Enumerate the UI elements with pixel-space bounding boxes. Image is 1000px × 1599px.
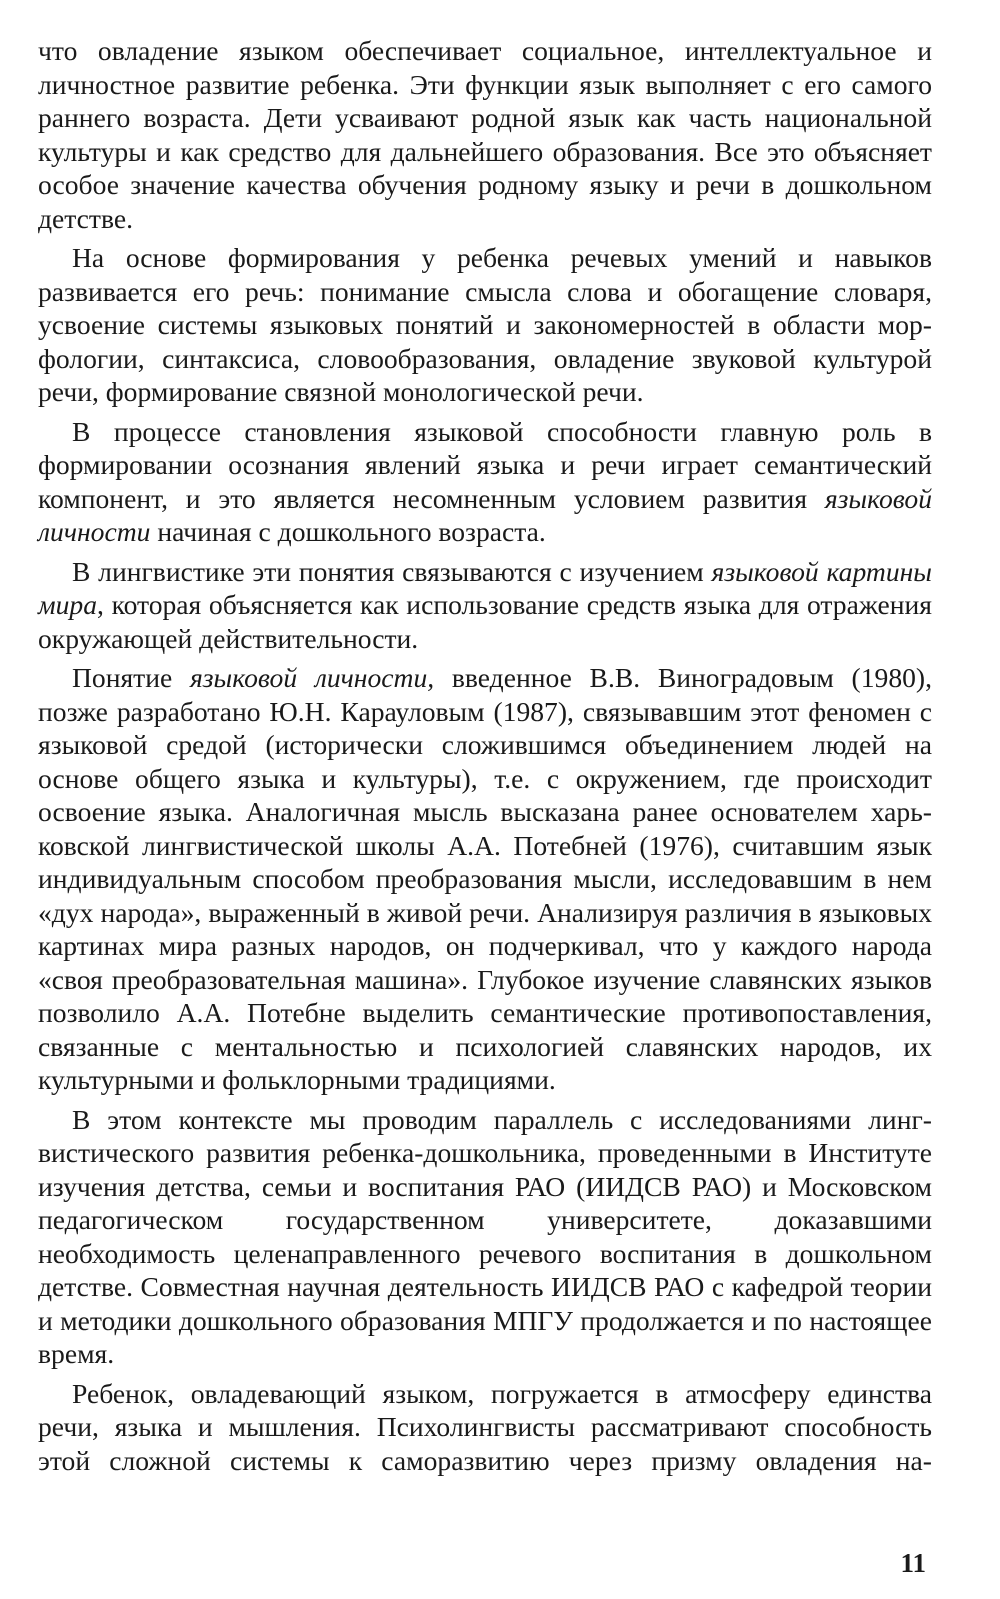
body-text [38, 34, 932, 1477]
paragraph-2: На основе формирования у ребенка речевых умений и навыков развивается его речь: понимание смысла слова и обогащение словаря, усвоение системы языковых понятий и закономерностей в области морфологии, синтаксиса, словообразования, овладение звуковой культурой речи, формирование связной монологической речи. [38, 242, 932, 407]
page-number: 11 [900, 1548, 926, 1578]
term-linguistic-worldview: языковой картины мира [38, 555, 932, 620]
paragraph-1: что овладение языком обеспечивает социальное, интеллектуальное и личностное развитие ребенка. Эти функции язык выполняет с его самого раннего возраста. Дети усваивают родной язык как часть национальной культуры и как средство для дальнейшего образования. Все это объясняет особое значение качества обучения родному языку и речи в дошкольном детстве. [38, 35, 932, 234]
paragraph-3 [38, 415, 932, 549]
paragraph-5-text-start: Понятие [72, 662, 190, 693]
paragraph-3-text-end: начиная с дошкольного возраста. [150, 516, 546, 547]
paragraph-5-text-end: введенное В.В. Виноградовым (1980), позже разработано Ю.Н. Карауловым (1987), связывавшим этот феномен с языковой средой (исторически сложившимся объединением людей на основе общего языка и культуры), т.е. с окружением, где происходит освоение языка. Аналогичная мысль высказана ранее основателем харьковской лингвистической школы А.А. Потебней (1976), считавшим язык индивидуальным способом преобразования мысли, исследовавшим в нем «дух народа», выраженный в живой речи. Анализируя различия в языковых картинах мира разных народов, он подчеркивал, что у каждого народа «своя преобразовательная машина». Глубокое изучение славянских языков позволило А.А. Потебне выделить семантические противопоставления, связанные с ментальностью и психологией славянских народов, их культурными и фольклорными традициями. [38, 662, 933, 1095]
term-linguistic-personality-2: языковой личности, [189, 662, 435, 693]
paragraph-3-text-start: В процессе становления языковой способности главную роль в формировании осознания явлений языка и речи играет семантический компонент, и это является несомненным условием развития [38, 415, 932, 514]
paragraph-6: В этом контексте мы проводим параллель с исследованиями лингвистического развития ребенка-дошкольника, проведенными в Институте изучения детства, семьи и воспитания РАО (ИИДСВ РАО) и Московском педагогическом государственном университете, доказавшими необходимость целенаправленного речевого воспитания в дошкольном детстве. Совместная научная деятельность ИИДСВ РАО с кафедрой теории и методики дошкольного образования МПГУ продолжается и по настоящее время. [38, 1103, 932, 1369]
paragraph-4-text-end: , которая объясняется как использование средств языка для отражения окружающей действительности. [38, 589, 932, 654]
term-linguistic-personality: языковой личности [38, 482, 932, 547]
paragraph-4 [38, 555, 932, 656]
paragraph-4-text-start: В лингвистике эти понятия связываются с изучением [72, 555, 712, 587]
paragraph-5 [38, 661, 932, 1097]
paragraph-7: Ребенок, овладевающий языком, погружается в атмосферу единства речи, языка и мышления. Психолингвисты рассматривают способность этой сложной системы к саморазвитию через призму овладения на- [38, 1377, 932, 1476]
